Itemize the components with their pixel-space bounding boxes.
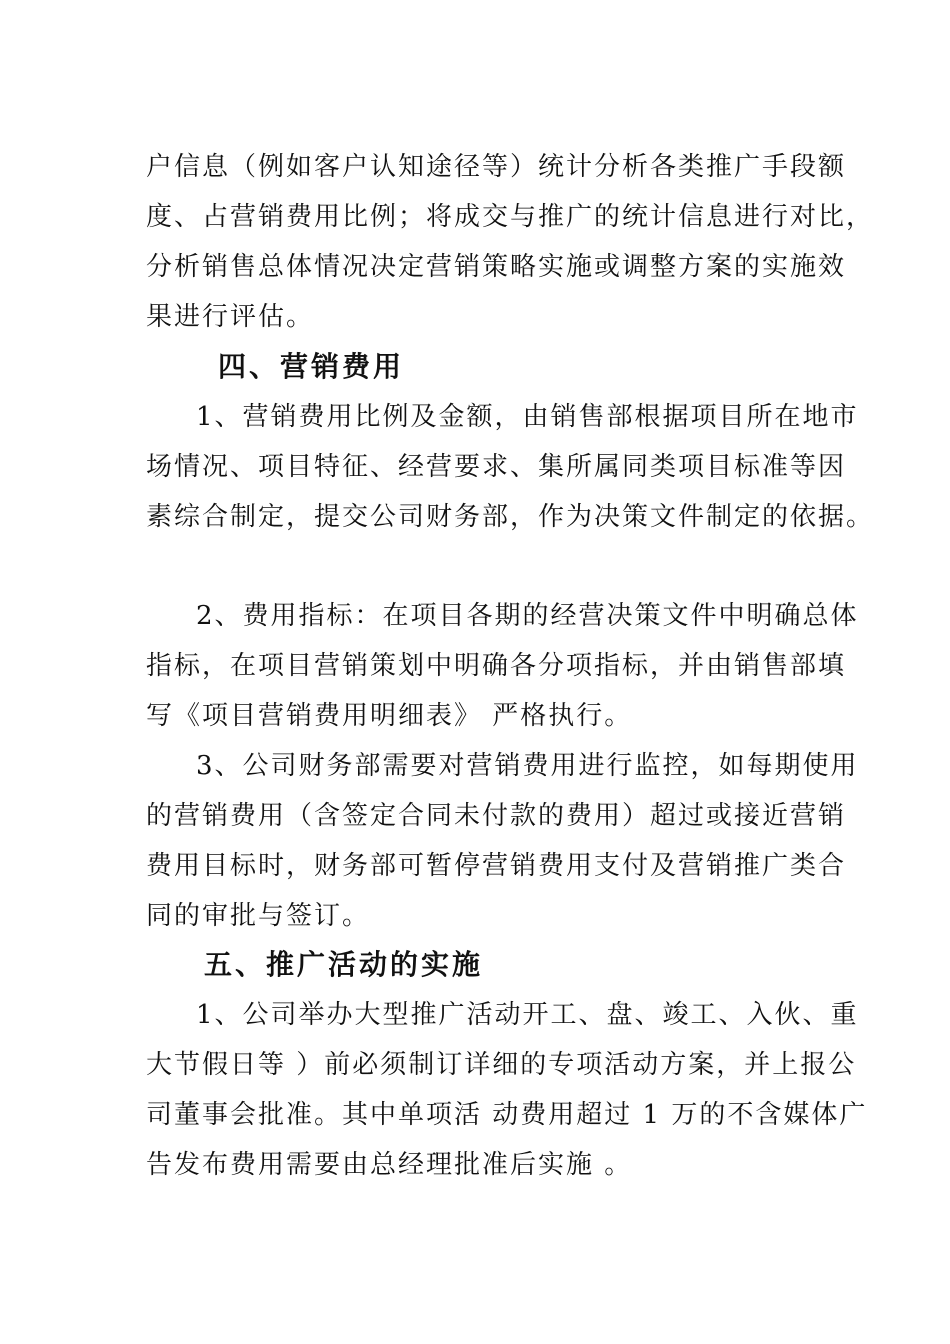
- text-line: 1、公司举办大型推广活动开工、盘、竣工、入伙、重: [196, 1000, 859, 1030]
- text-line: 度、占营销费用比例；将成交与推广的统计信息进行对比，: [146, 202, 875, 232]
- text-line: 3、公司财务部需要对营销费用进行监控，如每期使用: [196, 751, 859, 781]
- text-line: 分析销售总体情况决定营销策略实施或调整方案的实施效: [146, 252, 847, 282]
- text-line: 告发布费用需要由总经理批准后实施 。: [146, 1150, 633, 1180]
- section-heading: 五、推广活动的实施: [204, 948, 484, 981]
- text-line: 同的审批与签订。: [146, 901, 371, 931]
- text-line: 2、费用指标：在项目各期的经营决策文件中明确总体: [196, 601, 859, 631]
- text-line: 户信息（例如客户认知途径等）统计分析各类推广手段额: [146, 152, 847, 182]
- text-line: 的营销费用（含签定合同未付款的费用）超过或接近营销: [146, 801, 847, 831]
- text-line: 写《项目营销费用明细表》 严格执行。: [146, 701, 633, 731]
- text-line: 1、营销费用比例及金额，由销售部根据项目所在地市: [196, 402, 859, 432]
- text-line: 司董事会批准。其中单项活 动费用超过 1 万的不含媒体广: [146, 1100, 868, 1130]
- text-line: 场情况、项目特征、经营要求、集所属同类项目标准等因: [146, 452, 847, 482]
- text-line: 指标，在项目营销策划中明确各分项指标，并由销售部填: [146, 651, 847, 681]
- text-line: 素综合制定，提交公司财务部，作为决策文件制定的依据。: [146, 502, 875, 532]
- section-heading: 四、营销费用: [218, 350, 405, 383]
- text-line: 果进行评估。: [146, 302, 315, 332]
- text-line: 大节假日等 ）前必须制订详细的专项活动方案，并上报公: [146, 1050, 857, 1080]
- text-line: 费用目标时，财务部可暂停营销费用支付及营销推广类合: [146, 851, 847, 881]
